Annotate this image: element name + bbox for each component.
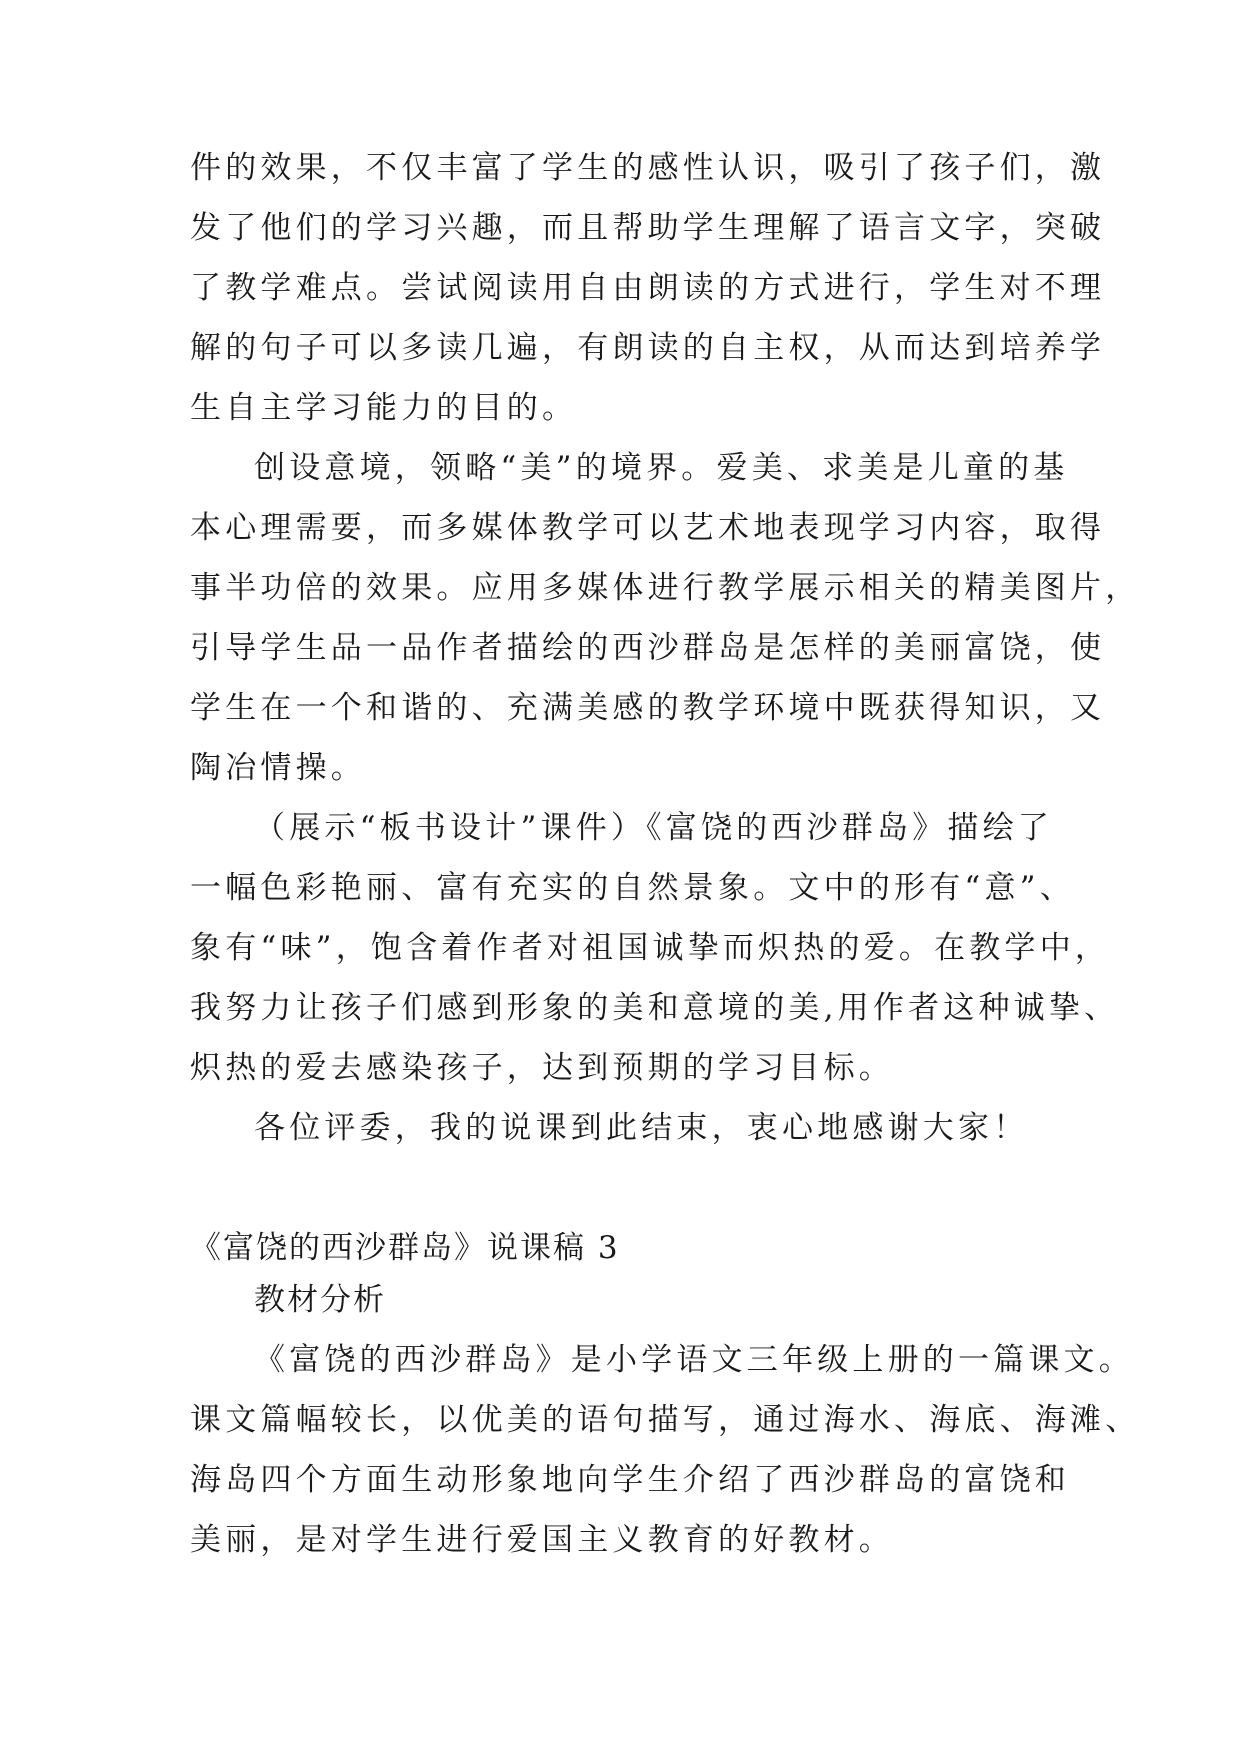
section-title: 《富饶的西沙群岛》说课稿 3 <box>190 1230 620 1266</box>
paragraph-line: 陶冶情操。 <box>190 750 366 786</box>
paragraph-line: 我努力让孩子们感到形象的美和意境的美,用作者这种诚挚、 <box>190 990 1120 1026</box>
paragraph-line: 件的效果，不仅丰富了学生的感性认识，吸引了孩子们，激 <box>190 150 1106 186</box>
paragraph-line: 课文篇幅较长，以优美的语句描写，通过海水、海底、海滩、 <box>190 1402 1141 1438</box>
paragraph-line: 创设意境，领略“美”的境界。爱美、求美是儿童的基 <box>254 450 1069 486</box>
paragraph-line: 美丽，是对学生进行爱国主义教育的好教材。 <box>190 1522 894 1558</box>
paragraph-line: 本心理需要，而多媒体教学可以艺术地表现学习内容，取得 <box>190 510 1106 546</box>
paragraph-line: （展示“板书设计”课件）《富饶的西沙群岛》描绘了 <box>254 810 1053 846</box>
paragraph-line: 象有“味”，饱含着作者对祖国诚挚而炽热的爱。在教学中， <box>190 930 1111 966</box>
paragraph-line: 学生在一个和谐的、充满美感的教学环境中既获得知识，又 <box>190 690 1106 726</box>
paragraph-line: 海岛四个方面生动形象地向学生介绍了西沙群岛的富饶和 <box>190 1462 1070 1498</box>
paragraph-line: 《富饶的西沙群岛》是小学语文三年级上册的一篇课文。 <box>254 1342 1134 1378</box>
paragraph-line: 炽热的爱去感染孩子，达到预期的学习目标。 <box>190 1050 894 1086</box>
paragraph-line: 一幅色彩艳丽、富有充实的自然景象。文中的形有“意”、 <box>190 870 1075 906</box>
paragraph-line: 发了他们的学习兴趣，而且帮助学生理解了语言文字，突破 <box>190 210 1106 246</box>
paragraph-line: 引导学生品一品作者描绘的西沙群岛是怎样的美丽富饶，使 <box>190 630 1106 666</box>
paragraph-line: 事半功倍的效果。应用多媒体进行教学展示相关的精美图片， <box>190 570 1141 606</box>
paragraph-line: 各位评委，我的说课到此结束，衷心地感谢大家！ <box>254 1110 1029 1146</box>
paragraph-line: 了教学难点。尝试阅读用自由朗读的方式进行，学生对不理 <box>190 270 1106 306</box>
paragraph-line: 解的句子可以多读几遍，有朗读的自主权，从而达到培养学 <box>190 330 1106 366</box>
subsection-title: 教材分析 <box>254 1282 386 1318</box>
paragraph-line: 生自主学习能力的目的。 <box>190 390 578 426</box>
